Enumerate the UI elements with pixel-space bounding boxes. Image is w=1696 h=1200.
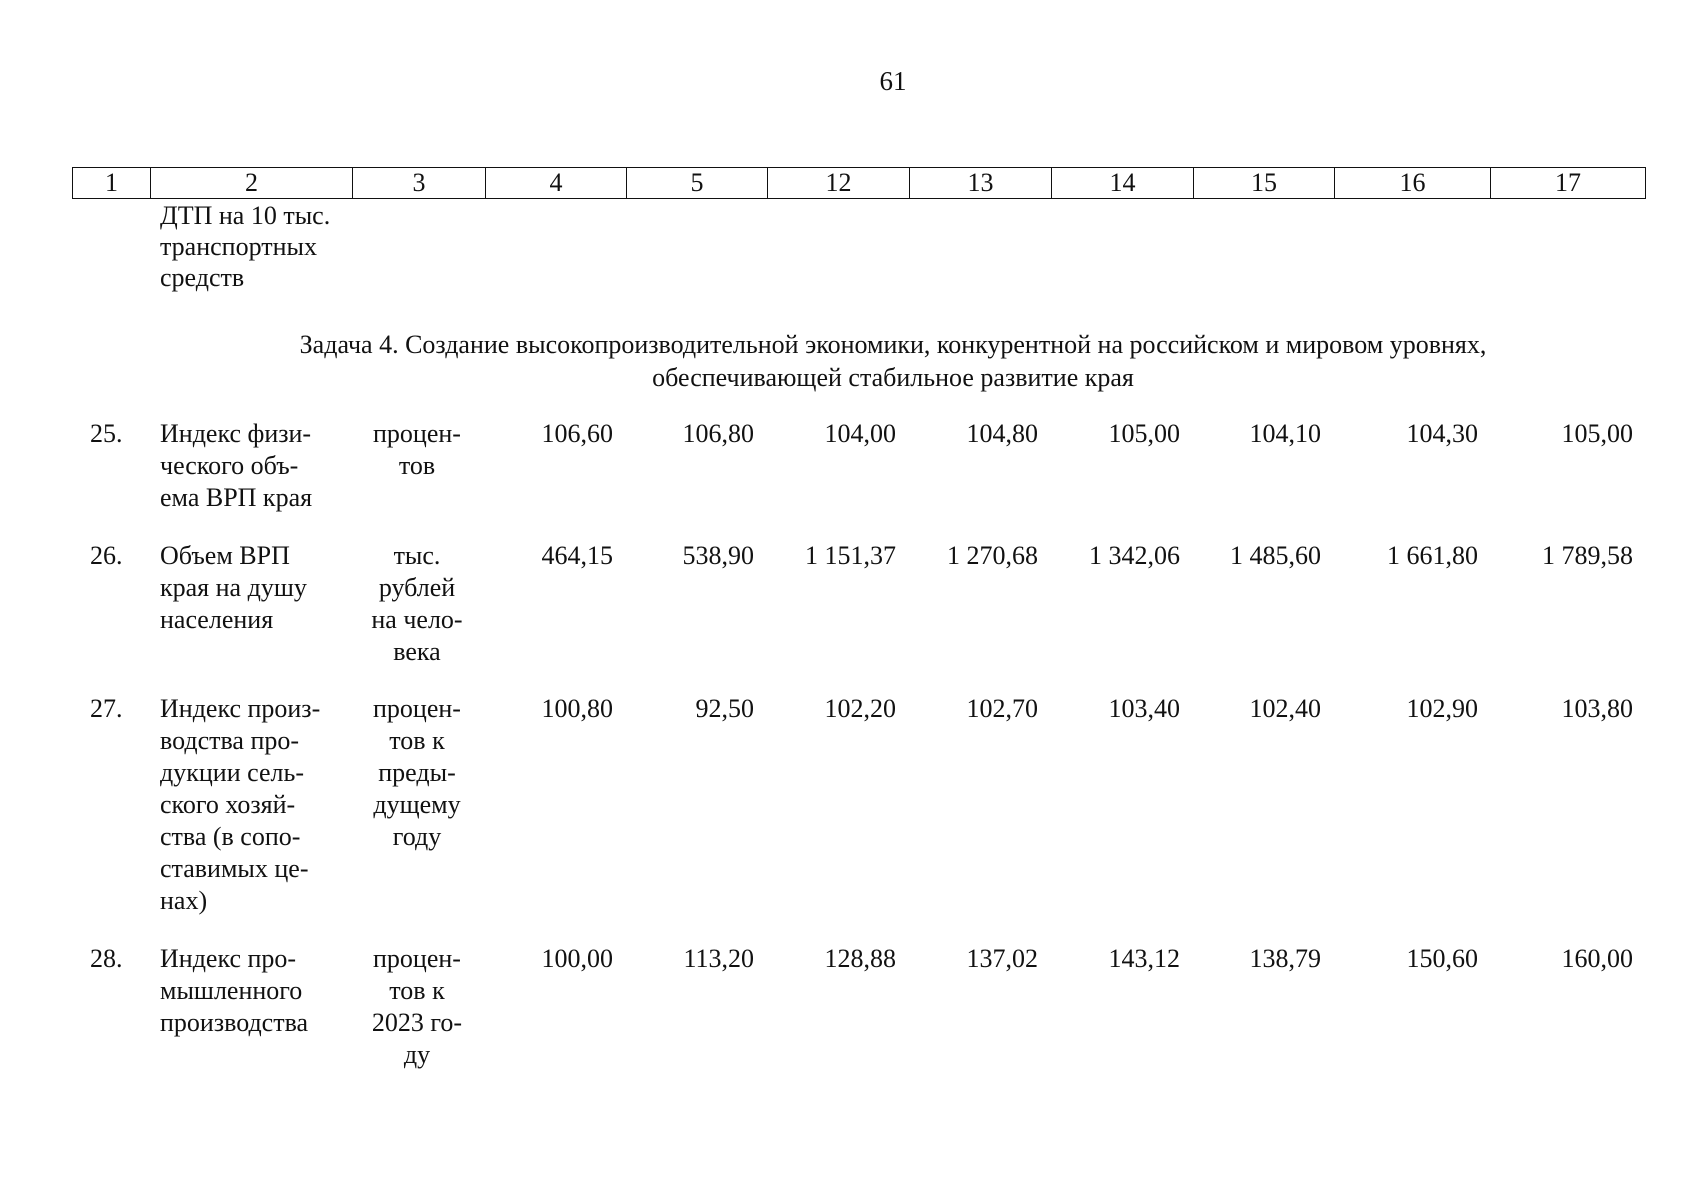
value-col-14: 1 342,06	[1089, 541, 1180, 570]
value-col-14: 105,00	[1108, 419, 1180, 448]
header-cell: 5	[627, 168, 768, 199]
value-col-13: 1 270,68	[947, 541, 1038, 570]
header-cell: 1	[73, 168, 151, 199]
indicator-name: Объем ВРП края на душу населения	[160, 541, 307, 634]
value-col-5: 113,20	[683, 944, 754, 973]
value-col-15: 1 485,60	[1230, 541, 1321, 570]
value-col-17: 103,80	[1561, 694, 1633, 723]
value-col-13: 137,02	[966, 944, 1038, 973]
section-heading-line-1: Задача 4. Создание высокопроизводительной экономики, конкурентной на российском и мировом уровнях,	[299, 330, 1487, 359]
header-cell: 13	[910, 168, 1052, 199]
value-col-12: 104,00	[824, 419, 896, 448]
value-col-16: 1 661,80	[1387, 541, 1478, 570]
value-col-14: 143,12	[1108, 944, 1180, 973]
value-col-4: 464,15	[541, 541, 613, 570]
value-col-16: 104,30	[1406, 419, 1478, 448]
value-col-15: 138,79	[1249, 944, 1321, 973]
indicator-name: Индекс физи- ческого объ- ема ВРП края	[160, 419, 313, 512]
value-col-5: 92,50	[695, 694, 754, 723]
value-col-17: 1 789,58	[1542, 541, 1633, 570]
indicator-name: Индекс произ- водства про- дукции сель- ского хозяй- ства (в сопо- ставимых це- нах)	[160, 694, 321, 915]
row-number: 25.	[90, 419, 123, 448]
value-col-12: 102,20	[824, 694, 896, 723]
unit-of-measure: тыс. рублей на чело- века	[371, 541, 463, 666]
value-col-4: 100,00	[541, 944, 613, 973]
value-col-15: 102,40	[1249, 694, 1321, 723]
section-heading-line-2: обеспечивающей стабильное развитие края	[652, 363, 1134, 392]
header-cell: 12	[768, 168, 910, 199]
value-col-13: 104,80	[966, 419, 1038, 448]
section-heading	[150, 328, 1636, 394]
header-cell: 4	[486, 168, 627, 199]
value-col-17: 160,00	[1561, 944, 1633, 973]
continued-indicator-name: ДТП на 10 тыс. транспортных средств	[160, 201, 331, 292]
header-cell: 3	[353, 168, 486, 199]
value-col-14: 103,40	[1108, 694, 1180, 723]
header-row	[73, 168, 1646, 199]
value-col-17: 105,00	[1561, 419, 1633, 448]
value-col-5: 106,80	[682, 419, 754, 448]
row-number: 28.	[90, 944, 123, 973]
value-col-16: 150,60	[1406, 944, 1478, 973]
value-col-4: 100,80	[541, 694, 613, 723]
value-col-4: 106,60	[541, 419, 613, 448]
value-col-15: 104,10	[1249, 419, 1321, 448]
value-col-16: 102,90	[1406, 694, 1478, 723]
column-number-header	[72, 167, 1646, 199]
header-cell: 17	[1491, 168, 1646, 199]
value-col-13: 102,70	[966, 694, 1038, 723]
row-number: 27.	[90, 694, 123, 723]
header-cell: 2	[151, 168, 353, 199]
value-col-12: 1 151,37	[805, 541, 896, 570]
header-cell: 15	[1194, 168, 1335, 199]
unit-of-measure: процен- тов к 2023 го- ду	[371, 944, 463, 1069]
unit-of-measure: процен- тов	[373, 419, 461, 480]
page-number: 61	[879, 66, 907, 96]
indicator-name: Индекс про- мышленного производства	[160, 944, 309, 1037]
value-col-5: 538,90	[682, 541, 754, 570]
value-col-12: 128,88	[824, 944, 896, 973]
header-cell: 14	[1052, 168, 1194, 199]
header-cell: 16	[1335, 168, 1491, 199]
unit-of-measure: процен- тов к преды- дущему году	[373, 694, 461, 851]
row-number: 26.	[90, 541, 123, 570]
